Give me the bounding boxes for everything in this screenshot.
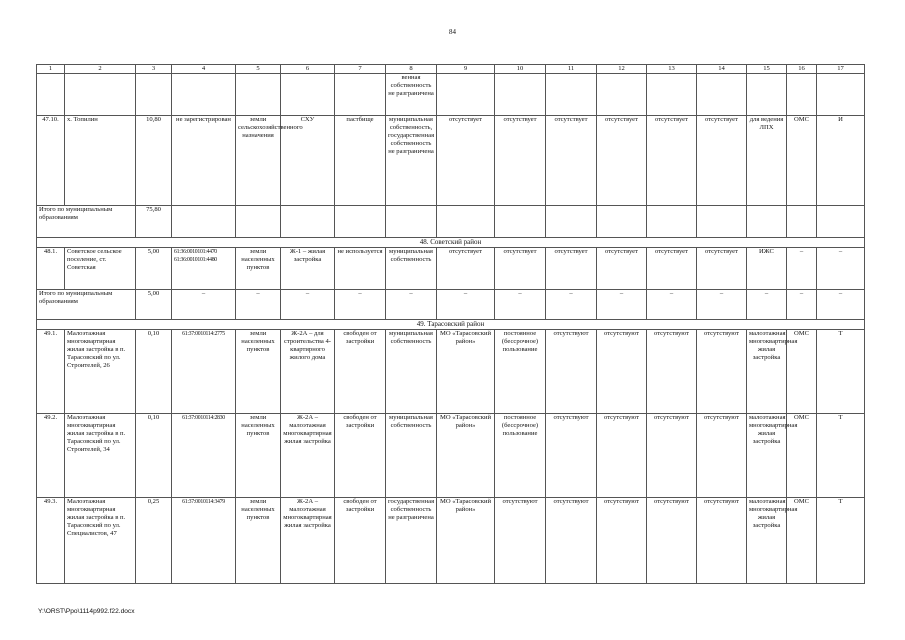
zone-cell: Ж-2А – малоэтажная многоквартирная жилая застройка [281,414,335,498]
category-cell: земли сельскохозяйственного назначения [236,116,281,206]
cell: МО «Тарасовский район» [437,498,495,584]
cell: Т [817,414,865,498]
dash-cell: – [697,290,747,320]
zone-cell: СХУ [281,116,335,206]
dash-cell: – [546,290,597,320]
cell: отсутствуют [597,414,647,498]
total-area: 5,00 [136,290,172,320]
cadastre-cell: 61:37:0010114:2830 [172,414,236,498]
area-cell: 0,10 [136,330,172,414]
area-cell: 10,80 [136,116,172,206]
cadastre-cell: 61:37:0010114:2775 [172,330,236,414]
cell: МО «Тарасовский район» [437,330,495,414]
table-row [37,330,865,414]
region-row [37,320,865,330]
cell: отсутствуют [495,498,546,584]
dash-cell: – [236,290,281,320]
header-cell: 7 [335,65,386,74]
header-cell: 6 [281,65,335,74]
header-cell: 16 [787,65,817,74]
header-cell: 9 [437,65,495,74]
cell: постоянное (бессрочное) пользование [495,330,546,414]
object-name: х. Топилин [65,116,136,206]
cell: отсутствует [597,116,647,206]
header-cell: 1 [37,65,65,74]
cell: отсутствует [697,116,747,206]
object-name: Советское сельское поселение, ст. Советская [65,248,136,290]
cell: ОМС [787,414,817,498]
cell: отсутствует [437,248,495,290]
cadastre-number: 61:36:0010101:4470 [174,249,217,255]
cell: отсутствует [597,248,647,290]
cell: ОМС [787,498,817,584]
ownership-cell: муниципальная собственность [386,330,437,414]
dash-cell: – [597,290,647,320]
table-row [37,248,865,290]
use-cell: свободен от застройки [335,330,386,414]
cell: отсутствует [546,248,597,290]
object-name: Малоэтажная многоквартирная жилая застройка в п. Тарасовский по ул. Строителей, 26 [65,330,136,414]
file-path-footer: Y:\ORST\Ppo\1114p992.f22.docx [38,608,135,615]
column-number-header [37,65,865,74]
cell: отсутствуют [697,330,747,414]
cell: отсутствует [647,248,697,290]
land-plots-table [36,64,865,584]
dash-cell: – [495,290,546,320]
table-row [37,498,865,584]
row-number: 49.1. [37,330,65,414]
header-cell: 5 [236,65,281,74]
table-row [37,74,865,116]
use-cell: не используется [335,248,386,290]
cell: отсутствует [697,248,747,290]
header-cell: 10 [495,65,546,74]
object-name: Малоэтажная многоквартирная жилая застройка в п. Тарасовский по ул. Строителей, 34 [65,414,136,498]
cell: постоянное (бессрочное) пользование [495,414,546,498]
total-label: Итого по муниципальным образованиям [37,290,136,320]
purpose-cell: для ведения ЛПХ [747,116,787,206]
cell: отсутствует [647,116,697,206]
region-title: 48. Советский район [37,238,865,248]
cell: МО «Тарасовский район» [437,414,495,498]
dash-cell: – [172,290,236,320]
ownership-cell: венная собственность не разграничена [386,74,437,116]
ownership-cell: муниципальная собственность, государственная собственность не разграничена [386,116,437,206]
header-cell: 17 [817,65,865,74]
cell: ОМС [787,116,817,206]
purpose-cell: малоэтажная многоквартирная жилая застройка [747,330,787,414]
table-row [37,414,865,498]
row-number: 48.1. [37,248,65,290]
object-name: Малоэтажная многоквартирная жилая застройка в п. Тарасовский по ул. Специалистов, 47 [65,498,136,584]
cell: отсутствует [437,116,495,206]
dash-cell: – [386,290,437,320]
header-cell: 15 [747,65,787,74]
cell: отсутствуют [597,330,647,414]
purpose-cell: малоэтажная многоквартирная жилая застройка [747,414,787,498]
use-cell: свободен от застройки [335,414,386,498]
cell: отсутствуют [647,414,697,498]
row-number: 49.3. [37,498,65,584]
header-cell: 8 [386,65,437,74]
use-cell: свободен от застройки [335,498,386,584]
header-cell: 12 [597,65,647,74]
page-number: 84 [449,28,456,36]
area-cell: 0,25 [136,498,172,584]
header-cell: 13 [647,65,697,74]
cell: отсутствуют [546,330,597,414]
cell: отсутствуют [647,330,697,414]
header-cell: 2 [65,65,136,74]
cell: отсутствуют [647,498,697,584]
ownership-cell: государственная собственность не разграничена [386,498,437,584]
cell: отсутствует [495,248,546,290]
cell: Т [817,330,865,414]
cell: отсутствует [546,116,597,206]
ownership-cell: муниципальная собственность [386,248,437,290]
total-row [37,206,865,238]
row-number: 47.10. [37,116,65,206]
cadastre-number: 61:36:0010101:4480 [174,257,217,264]
use-cell: пастбище [335,116,386,206]
dash-cell: – [817,290,865,320]
header-cell: 11 [546,65,597,74]
category-cell: земли населенных пунктов [236,414,281,498]
table-row [37,116,865,206]
cell: отсутствуют [546,498,597,584]
cadastre-cell: не зарегистрирован [172,116,236,206]
total-area: 75,80 [136,206,172,238]
cell: отсутствует [495,116,546,206]
zone-cell: Ж-1 – жилая застройка [281,248,335,290]
cell: отсутствуют [697,498,747,584]
cadastre-cell [172,248,236,290]
header-cell: 4 [172,65,236,74]
cell: – [817,248,865,290]
purpose-cell: ИЖС [747,248,787,290]
zone-cell: Ж-2А – малоэтажная многоквартирная жилая застройка [281,498,335,584]
dash-cell: – [335,290,386,320]
cell: отсутствуют [697,414,747,498]
dash-cell: – [281,290,335,320]
cell: И [817,116,865,206]
area-cell: 5,00 [136,248,172,290]
header-cell: 14 [697,65,747,74]
cell: – [787,248,817,290]
cadastre-cell: 61:37:0010114:3479 [172,498,236,584]
cell: ОМС [787,330,817,414]
dash-cell: – [437,290,495,320]
cell: отсутствуют [597,498,647,584]
dash-cell: – [747,290,787,320]
header-cell: 3 [136,65,172,74]
cell: Т [817,498,865,584]
area-cell: 0,10 [136,414,172,498]
dash-cell: – [787,290,817,320]
total-row [37,290,865,320]
total-label: Итого по муниципальным образованиям [37,206,136,238]
region-row [37,238,865,248]
purpose-cell: малоэтажная многоквартирная жилая застройка [747,498,787,584]
row-number: 49.2. [37,414,65,498]
category-cell: земли населенных пунктов [236,248,281,290]
region-title: 49. Тарасовский район [37,320,865,330]
ownership-cell: муниципальная собственность [386,414,437,498]
category-cell: земли населенных пунктов [236,330,281,414]
dash-cell: – [647,290,697,320]
cell: отсутствуют [546,414,597,498]
zone-cell: Ж-2А – для строительства 4-квартирного жилого дома [281,330,335,414]
category-cell: земли населенных пунктов [236,498,281,584]
